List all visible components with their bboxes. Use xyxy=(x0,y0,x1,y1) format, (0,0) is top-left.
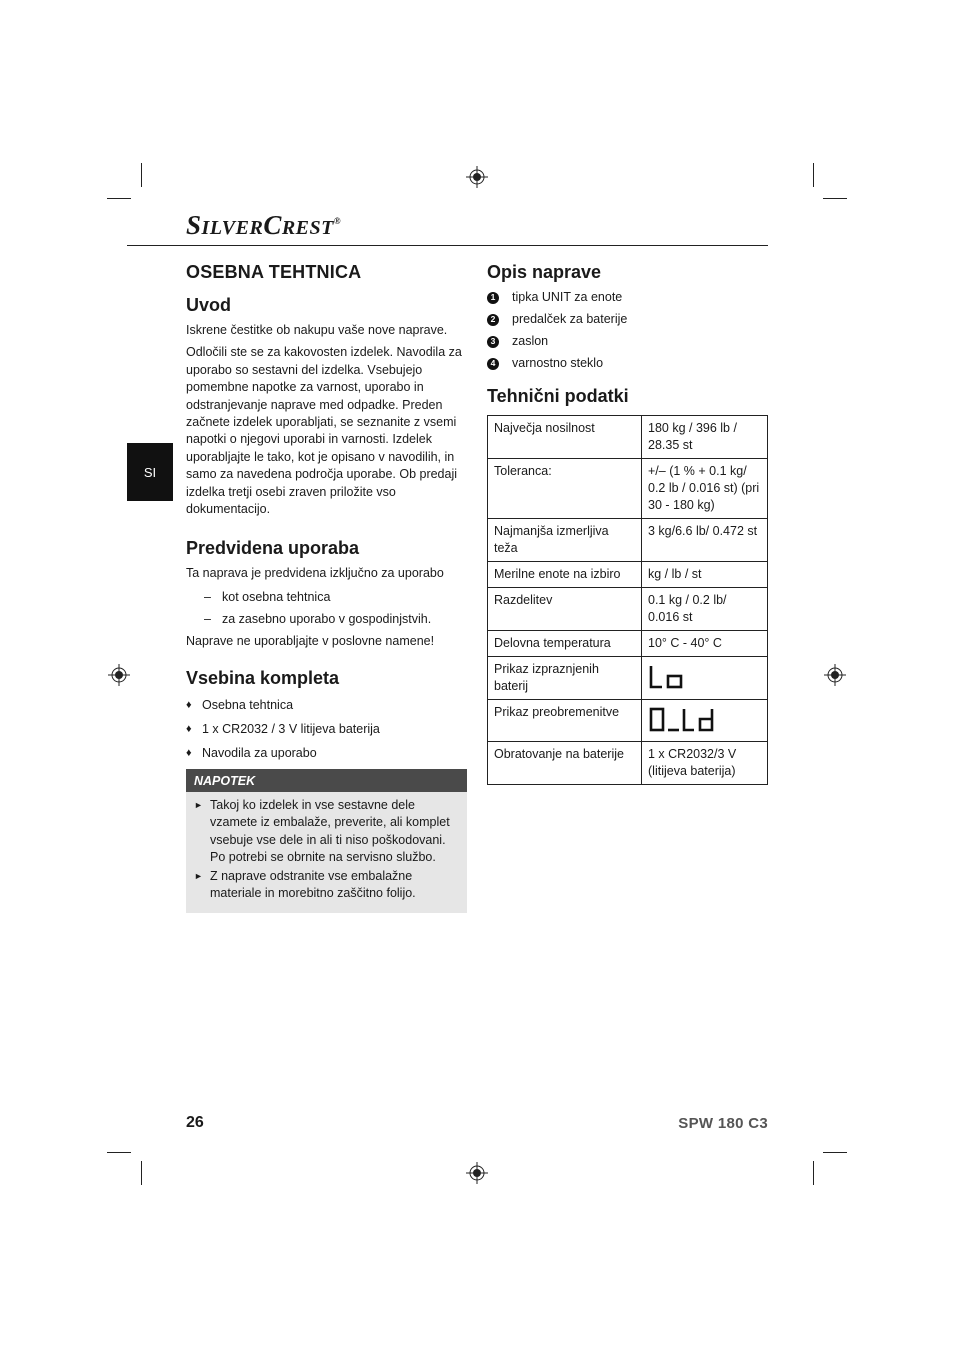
list-item: ♦ Navodila za uporabo xyxy=(186,746,317,761)
registration-mark-icon xyxy=(466,166,488,188)
table-row: Toleranca: +/– (1 % + 0.1 kg/ 0.2 lb / 0.016 st) (pri 30 - 180 kg) xyxy=(488,459,768,519)
notice-box xyxy=(186,769,467,912)
registration-mark-icon xyxy=(108,664,130,686)
number-badge: 1 xyxy=(487,292,499,304)
list-item: 2 predalček za baterije xyxy=(487,311,769,328)
right-column xyxy=(487,262,769,785)
specs-table xyxy=(487,415,768,785)
list-item: 3 zaslon xyxy=(487,333,769,350)
header-divider xyxy=(127,245,768,246)
diamond-bullet-icon: ♦ xyxy=(186,723,192,736)
notice-title: NAPOTEK xyxy=(186,769,467,792)
registration-mark-icon xyxy=(824,664,846,686)
description-list xyxy=(487,289,769,372)
page-number: 26 xyxy=(186,1114,204,1131)
intro-heading: Uvod xyxy=(186,295,231,315)
diamond-bullet-icon: ♦ xyxy=(186,699,192,712)
number-badge: 4 xyxy=(487,358,499,370)
description-heading: Opis naprave xyxy=(487,262,602,282)
contents-list xyxy=(186,697,468,762)
language-tab-label: SI xyxy=(143,464,157,480)
intended-use-list xyxy=(186,589,468,628)
brand-logo: SILVERCREST® xyxy=(186,210,342,240)
list-item: 1 tipka UNIT za enote xyxy=(487,289,769,306)
table-row: Prikaz preobremenitve xyxy=(488,700,768,742)
crop-mark xyxy=(141,1161,142,1185)
table-row: Prikaz izpraznjenih baterij xyxy=(488,657,768,700)
intended-use-heading: Predvidena uporaba xyxy=(186,538,360,559)
main-title: OSEBNA TEHTNICA xyxy=(186,262,362,282)
list-item: 4 varnostno steklo xyxy=(487,355,769,372)
table-row: Razdelitev 0.1 kg / 0.2 lb/ 0.016 st xyxy=(488,588,768,631)
list-item: ♦ 1 x CR2032 / 3 V litijeva baterija xyxy=(186,722,380,737)
number-badge: 2 xyxy=(487,314,499,326)
crop-mark xyxy=(107,198,131,199)
arrow-right-icon: ► xyxy=(194,800,203,811)
crop-mark xyxy=(141,163,142,187)
crop-mark xyxy=(107,1152,131,1153)
lcd-low-battery-icon xyxy=(648,663,688,691)
lcd-overload-icon xyxy=(648,706,718,734)
list-item: – kot osebna tehtnica xyxy=(204,589,331,604)
intended-use-paragraph: Naprave ne uporabljajte v poslovne namene! xyxy=(186,633,435,648)
specs-heading: Tehnični podatki xyxy=(487,386,629,406)
language-tab xyxy=(127,443,173,501)
left-column xyxy=(186,262,468,913)
table-row: Največja nosilnost 180 kg / 396 lb / 28.35 st xyxy=(488,416,768,459)
table-row: Delovna temperatura 10° C - 40° C xyxy=(488,631,768,657)
number-badge: 3 xyxy=(487,336,499,348)
model-number: SPW 180 C3 xyxy=(678,1115,768,1132)
list-item: – za zasebno uporabo v gospodinjstvih. xyxy=(204,611,432,626)
notice-item: ► Takoj ko izdelek in vse sestavne dele vzamete iz embalaže, preverite, ali komplet vsebuje vse dele in ali ti niso poškodovani. Po potrebi se obrnite na servisno službo. xyxy=(194,798,450,864)
intro-paragraph: Odločili ste se za kakovosten izdelek. Navodila za uporabo so sestavni del izdelka. Vsebujejo pomembne napotke za varnost, uporabo in odstranjevanje naprave med odpadke. Preden začnete izdelek uporabljati, se seznanite z vsemi napotki o njegovi uporabi in varnosti. Izdelek uporabljajte le tako, kot je opisano v navodilih, in samo za navedena področja uporabe. Ob predaji izdelka tretji osebi zraven priložite vso dokumentacijo. xyxy=(186,345,462,517)
list-item: ♦ Osebna tehtnica xyxy=(186,698,294,713)
intended-use-paragraph: Ta naprava je predvidena izključno za uporabo xyxy=(186,566,444,581)
table-row: Merilne enote na izbiro kg / lb / st xyxy=(488,562,768,588)
contents-heading: Vsebina kompleta xyxy=(186,668,340,689)
diamond-bullet-icon: ♦ xyxy=(186,747,192,760)
crop-mark xyxy=(823,198,847,199)
intro-paragraph: Iskrene čestitke ob nakupu vaše nove naprave. xyxy=(186,323,448,337)
crop-mark xyxy=(823,1152,847,1153)
notice-item: ► Z naprave odstranite vse embalažne materiale in morebitno zaščitno folijo. xyxy=(194,869,416,901)
table-row: Najmanjša izmerljiva teža 3 kg/6.6 lb/ 0.472 st xyxy=(488,519,768,562)
arrow-right-icon: ► xyxy=(194,871,203,882)
crop-mark xyxy=(813,163,814,187)
crop-mark xyxy=(813,1161,814,1185)
table-row: Obratovanje na baterije 1 x CR2032/3 V (litijeva baterija) xyxy=(488,742,768,785)
registration-mark-icon xyxy=(466,1162,488,1184)
